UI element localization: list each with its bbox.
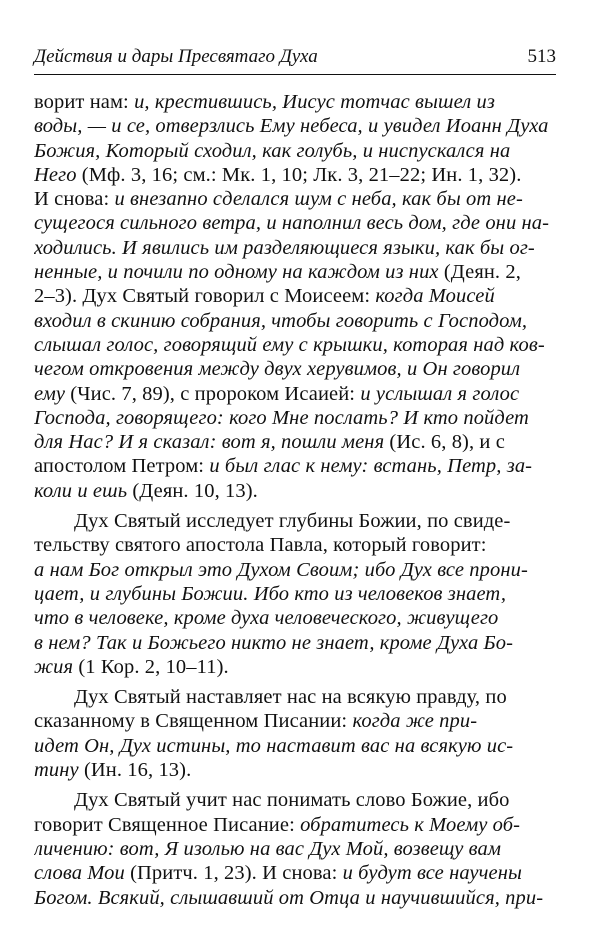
body-segment: 2–3). Дух Святый говорил с Моисеем:	[34, 285, 376, 308]
text-line	[34, 139, 556, 163]
scripture-quote: ходились. И явились им разделяющиеся языки, как бы ог-	[34, 236, 535, 259]
text-line	[34, 655, 556, 679]
scripture-quote: а нам Бог открыл это Духом Своим; ибо Дух все прони-	[34, 558, 528, 581]
body-text	[34, 90, 556, 910]
scripture-quote: сущегося сильного ветра, и наполнил весь дом, где они на-	[34, 212, 550, 235]
scripture-quote: ненные, и почили по одному на каждом из них	[34, 261, 439, 284]
text-line	[34, 734, 556, 758]
scripture-quote: когда Моисей	[375, 285, 495, 308]
scripture-quote: входил в скинию собрания, чтобы говорить с Господом,	[34, 309, 528, 332]
text-line	[34, 284, 556, 308]
text-line	[34, 606, 556, 630]
body-segment: И снова:	[34, 188, 115, 211]
body-segment: (Ис. 6, 8), и с	[384, 431, 505, 454]
body-segment: (1 Кор. 2, 10–11).	[73, 655, 229, 678]
body-segment: сказанному в Священном Писании:	[34, 710, 353, 733]
scripture-quote: Богом. Всякий, слышавший от Отца и научившийся, при-	[34, 886, 544, 909]
text-line	[34, 861, 556, 885]
body-segment: (Мф. 3, 16; см.: Мк. 1, 10; Лк. 3, 21–22; Ин. 1, 32).	[76, 163, 522, 186]
body-segment: (Ин. 16, 13).	[78, 759, 192, 782]
scripture-quote: тину	[34, 759, 79, 782]
body-segment: Дух Святый учит нас понимать слово Божие, ибо	[74, 789, 510, 812]
text-line	[34, 236, 556, 260]
text-line	[34, 709, 556, 733]
body-segment: тельству святого апостола Павла, который говорит:	[34, 534, 487, 557]
body-segment: ворит нам:	[34, 91, 135, 113]
text-line	[34, 454, 556, 478]
scripture-quote: и услышал я голос	[360, 382, 520, 405]
text-line	[34, 357, 556, 381]
text-line	[34, 309, 556, 333]
text-line	[34, 187, 556, 211]
text-line	[34, 406, 556, 430]
text-line	[34, 685, 556, 709]
text-line	[34, 163, 556, 187]
scripture-quote: и будут все научены	[342, 862, 522, 885]
scripture-quote: слышал голос, говорящий ему с крышки, которая над ков-	[34, 333, 545, 356]
text-line	[34, 837, 556, 861]
text-line	[34, 211, 556, 235]
body-segment: Дух Святый наставляет нас на всякую правду, по	[74, 686, 507, 709]
scripture-quote: что в человеке, кроме духа человеческого, живущего	[34, 607, 499, 630]
text-line	[34, 90, 556, 114]
scripture-quote: когда же при-	[352, 710, 478, 733]
scripture-quote: чегом откровения между двух херувимов, и Он говорил	[34, 358, 521, 381]
text-line	[34, 813, 556, 837]
scripture-quote: и, крестившись, Иисус тотчас вышел из	[134, 91, 495, 113]
text-line	[34, 582, 556, 606]
chapter-title: Действия и дары Пресвятаго Духа	[34, 46, 318, 67]
header-rule	[34, 74, 556, 75]
text-line	[34, 430, 556, 454]
body-segment: (Деян. 10, 13).	[127, 479, 258, 502]
body-segment: говорит Священное Писание:	[34, 813, 301, 836]
text-line	[34, 631, 556, 655]
scripture-quote: Господа, говорящего: кого Мне послать? И кто пойдет	[34, 406, 529, 429]
scripture-quote: для Нас? И я сказал: вот я, пошли меня	[34, 431, 385, 454]
body-segment: (Чис. 7, 89), с пророком Исаией:	[65, 382, 361, 405]
text-line	[34, 533, 556, 557]
text-line	[34, 114, 556, 138]
scripture-quote: коли и ешь	[34, 479, 128, 502]
text-line	[34, 260, 556, 284]
text-line	[34, 558, 556, 582]
scripture-quote: и внезапно сделался шум с неба, как бы от не-	[114, 188, 523, 211]
text-line	[34, 509, 556, 533]
text-line	[34, 382, 556, 406]
text-line	[34, 758, 556, 782]
page-number: 513	[527, 46, 556, 67]
scripture-quote: слова Мои	[34, 862, 125, 885]
text-line	[34, 333, 556, 357]
text-line	[34, 788, 556, 812]
scripture-quote: Божия, Который сходил, как голубь, и ниспускался на	[34, 139, 511, 162]
scripture-quote: цает, и глубины Божии. Ибо кто из человеков знает,	[34, 582, 507, 605]
body-segment: (Притч. 1, 23). И снова:	[124, 862, 343, 885]
scripture-quote: жия	[34, 655, 74, 678]
scripture-quote: ему	[34, 382, 66, 405]
scripture-quote: обратитесь к Моему об-	[300, 813, 521, 836]
body-segment: (Деян. 2,	[438, 261, 521, 284]
scripture-quote: воды, — и се, отверзлись Ему небеса, и увидел Иоанн Духа	[34, 115, 549, 138]
scripture-quote: идет Он, Дух истины, то наставит вас на всякую ис-	[34, 734, 514, 757]
scripture-quote: Него	[34, 163, 77, 186]
scripture-quote: и был глас к нему: встань, Петр, за-	[209, 455, 533, 478]
body-segment: апостолом Петром:	[34, 455, 210, 478]
scripture-quote: личению: вот, Я изолью на вас Дух Мой, возвещу вам	[34, 837, 502, 860]
scripture-quote: в нем? Так и Божьего никто не знает, кроме Духа Бо-	[34, 631, 514, 654]
text-line	[34, 886, 556, 910]
text-line	[34, 479, 556, 503]
running-header	[34, 44, 556, 74]
body-segment: Дух Святый исследует глубины Божии, по свиде-	[74, 510, 511, 533]
